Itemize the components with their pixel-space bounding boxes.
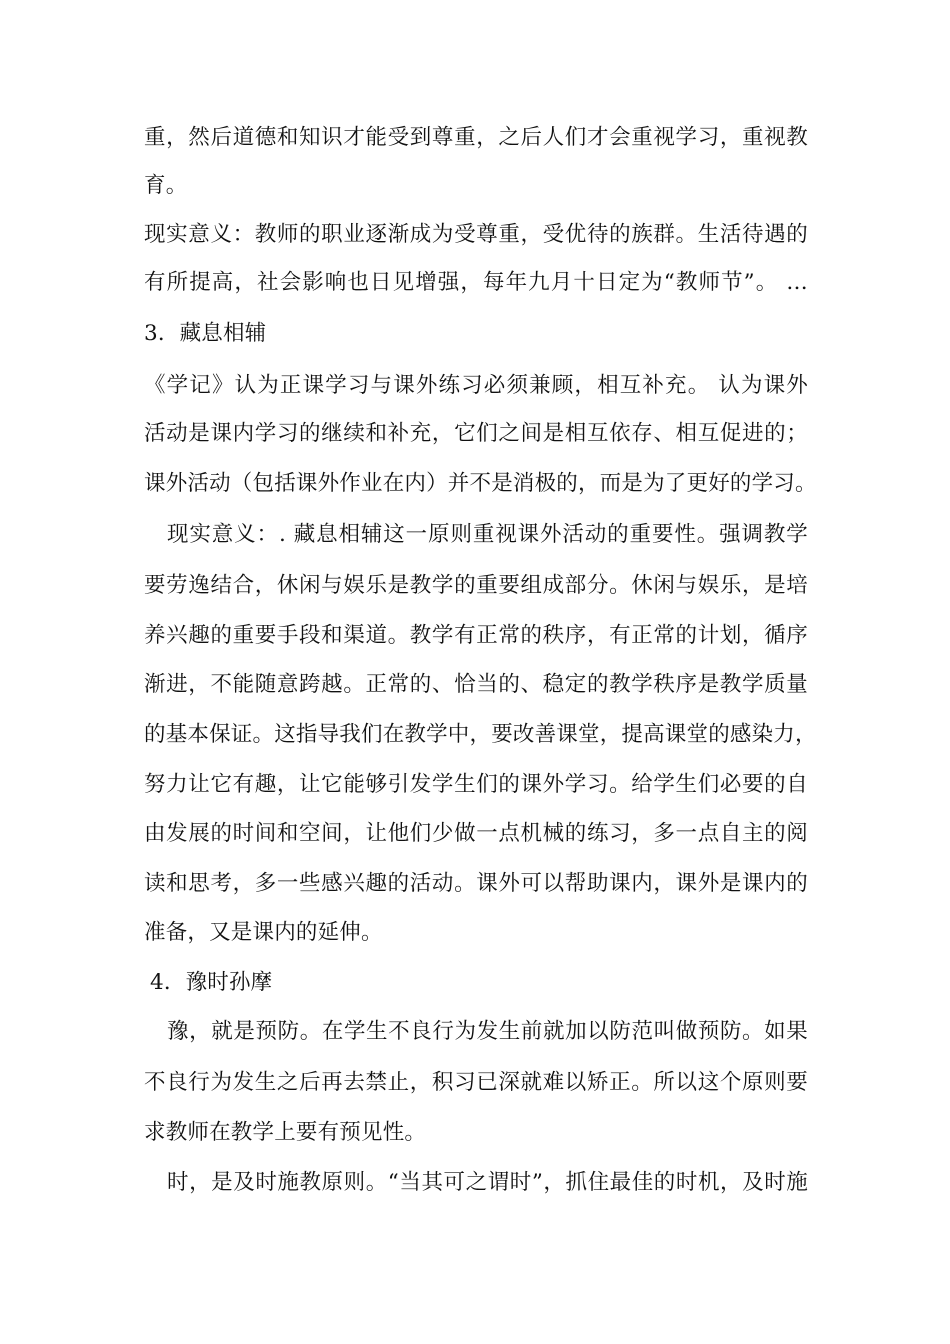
text-line: 的基本保证。这指导我们在教学中，要改善课堂，提高课堂的感染力， (144, 722, 817, 747)
text-line: 重，然后道德和知识才能受到尊重，之后人们才会重视学习，重视教 (144, 125, 808, 150)
text-line: 不良行为发生之后再去禁止，积习已深就难以矫正。所以这个原则要 (144, 1070, 808, 1095)
section-heading: 3．藏息相辅 (144, 321, 267, 346)
text-line: 《学记》认为正课学习与课外练习必须兼顾，相互补充。 认为课外 (144, 373, 808, 398)
text-line: 现实意义：教师的职业逐渐成为受尊重，受优待的族群。生活待遇的 (144, 222, 808, 247)
text-line: 现实意义：. 藏息相辅这一原则重视课外活动的重要性。强调教学 (167, 522, 808, 547)
text-line: 读和思考，多一些感兴趣的活动。课外可以帮助课内，课外是课内的 (144, 871, 808, 896)
text-line: 有所提高，社会影响也日见增强，每年九月十日定为“教师节”。 … (144, 270, 808, 295)
text-line: 求教师在教学上要有预见性。 (144, 1120, 427, 1145)
text-line: 育。 (144, 173, 188, 198)
section-heading: 4．豫时孙摩 (150, 970, 273, 995)
text-line: 由发展的时间和空间，让他们少做一点机械的练习，多一点自主的阅 (144, 821, 808, 846)
text-line: 课外活动（包括课外作业在内）并不是消极的，而是为了更好的学习。 (144, 471, 817, 496)
text-line: 时，是及时施教原则。“当其可之谓时”，抓住最佳的时机，及时施 (167, 1170, 808, 1195)
text-line: 活动是课内学习的继续和补充，它们之间是相互依存、相互促进的； (144, 421, 808, 446)
text-line: 要劳逸结合，休闲与娱乐是教学的重要组成部分。休闲与娱乐，是培 (144, 573, 808, 598)
text-line: 豫，就是预防。在学生不良行为发生前就加以防范叫做预防。如果 (167, 1019, 808, 1044)
text-line: 准备，又是课内的延伸。 (144, 920, 383, 945)
text-line: 渐进，不能随意跨越。正常的、恰当的、稳定的教学秩序是教学质量 (144, 672, 808, 697)
text-line: 养兴趣的重要手段和渠道。教学有正常的秩序，有正常的计划，循序 (144, 623, 808, 648)
text-line: 努力让它有趣，让它能够引发学生们的课外学习。给学生们必要的自 (144, 772, 808, 797)
